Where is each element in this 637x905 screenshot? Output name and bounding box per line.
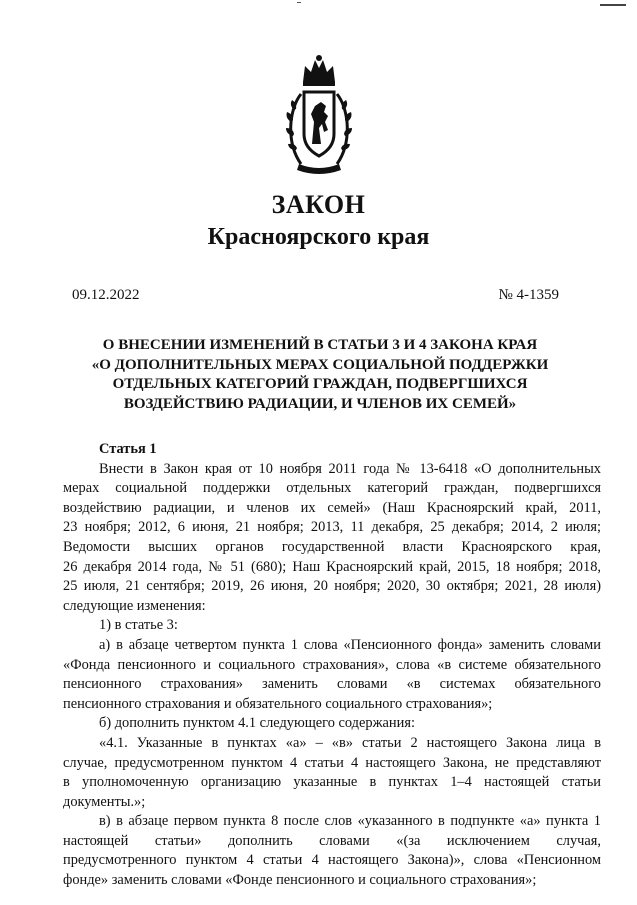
body-line: 1) в статье 3: xyxy=(99,617,178,634)
body-line: 23 ноября; 2012, 6 июня, 21 ноября; 2013, 11 декабря, 25 декабря; 2014, 2 июля; xyxy=(63,519,601,536)
body-line: в уполномоченную организацию указанные в пунктах 1–4 настоящей статьи xyxy=(63,774,601,791)
body-line: Ведомости высших органов государственной власти Красноярского края, xyxy=(63,538,601,555)
subject-line: ОТДЕЛЬНЫХ КАТЕГОРИЙ ГРАЖДАН, ПОДВЕРГШИХСЯ xyxy=(112,376,528,392)
body-line: настоящей статьи» дополнить словами «(за исключением случая, xyxy=(63,832,601,849)
document-date: 09.12.2022 xyxy=(72,287,140,303)
subject-line: ВОЗДЕЙСТВИЮ РАДИАЦИИ, И ЧЛЕНОВ ИХ СЕМЕЙ» xyxy=(123,395,517,412)
body-line: мерах социальной поддержки отдельных категорий граждан, подвергшихся xyxy=(63,480,601,497)
document-subtitle: Красноярского края xyxy=(207,224,430,250)
article-body xyxy=(63,440,601,891)
subject-line: О ВНЕСЕНИИ ИЗМЕНЕНИЙ В СТАТЬИ 3 И 4 ЗАКОНА КРАЯ xyxy=(102,337,538,353)
body-line: б) дополнить пунктом 4.1 следующего содержания: xyxy=(99,715,415,732)
body-line: 26 декабря 2014 года, № 51 (680); Наш Красноярский край, 2015, 18 ноября; 2018, xyxy=(63,558,601,575)
body-line: «4.1. Указанные в пунктах «а» – «в» статьи 2 настоящего Закона лица в xyxy=(99,734,601,751)
body-line: предусмотренного пунктом 4 статьи 4 настоящего Закона)», слова «Пенсионном xyxy=(63,852,601,869)
document-number: № 4-1359 xyxy=(498,287,559,303)
article-heading: Статья 1 xyxy=(99,441,157,457)
scan-mark xyxy=(297,2,301,3)
scan-mark xyxy=(600,4,626,6)
document-title: ЗАКОН xyxy=(271,190,366,219)
body-line: Внести в Закон края от 10 ноября 2011 года № 13-6418 «О дополнительных xyxy=(99,460,601,477)
body-line: пенсионного страхования и обязательного социального страхования»; xyxy=(63,695,493,712)
body-line: 25 июля, 21 сентября; 2019, 26 июня, 20 ноября; 2020, 30 октября; 2021, 28 июля) xyxy=(63,578,601,595)
body-line: «Фонда пенсионного и социального страхования», слова «в системе обязательного xyxy=(63,656,601,673)
body-line: документы.»; xyxy=(63,793,146,810)
law-subject-heading xyxy=(60,336,580,414)
body-line: а) в абзаце четвертом пункта 1 слова «Пенсионного фонда» заменить словами xyxy=(99,636,601,653)
body-line: воздействию радиации, и членов их семей» (Наш Красноярский край, 2011, xyxy=(63,499,601,516)
body-line: следующие изменения: xyxy=(63,597,206,614)
body-line: пенсионного страхования» заменить словами «в системах обязательного xyxy=(63,676,601,693)
body-line: фонде» заменить словами «Фонде пенсионного и социального страхования»; xyxy=(63,872,537,889)
body-line: случае, предусмотренном пунктом 4 статьи 4 настоящего Закона, не представляют xyxy=(63,754,601,771)
coat-of-arms-emblem xyxy=(281,52,357,182)
body-line: в) в абзаце первом пункта 8 после слов «указанного в подпункте «а» пункта 1 xyxy=(99,813,601,830)
subject-line: «О ДОПОЛНИТЕЛЬНЫХ МЕРАХ СОЦИАЛЬНОЙ ПОДДЕРЖКИ xyxy=(91,356,549,373)
